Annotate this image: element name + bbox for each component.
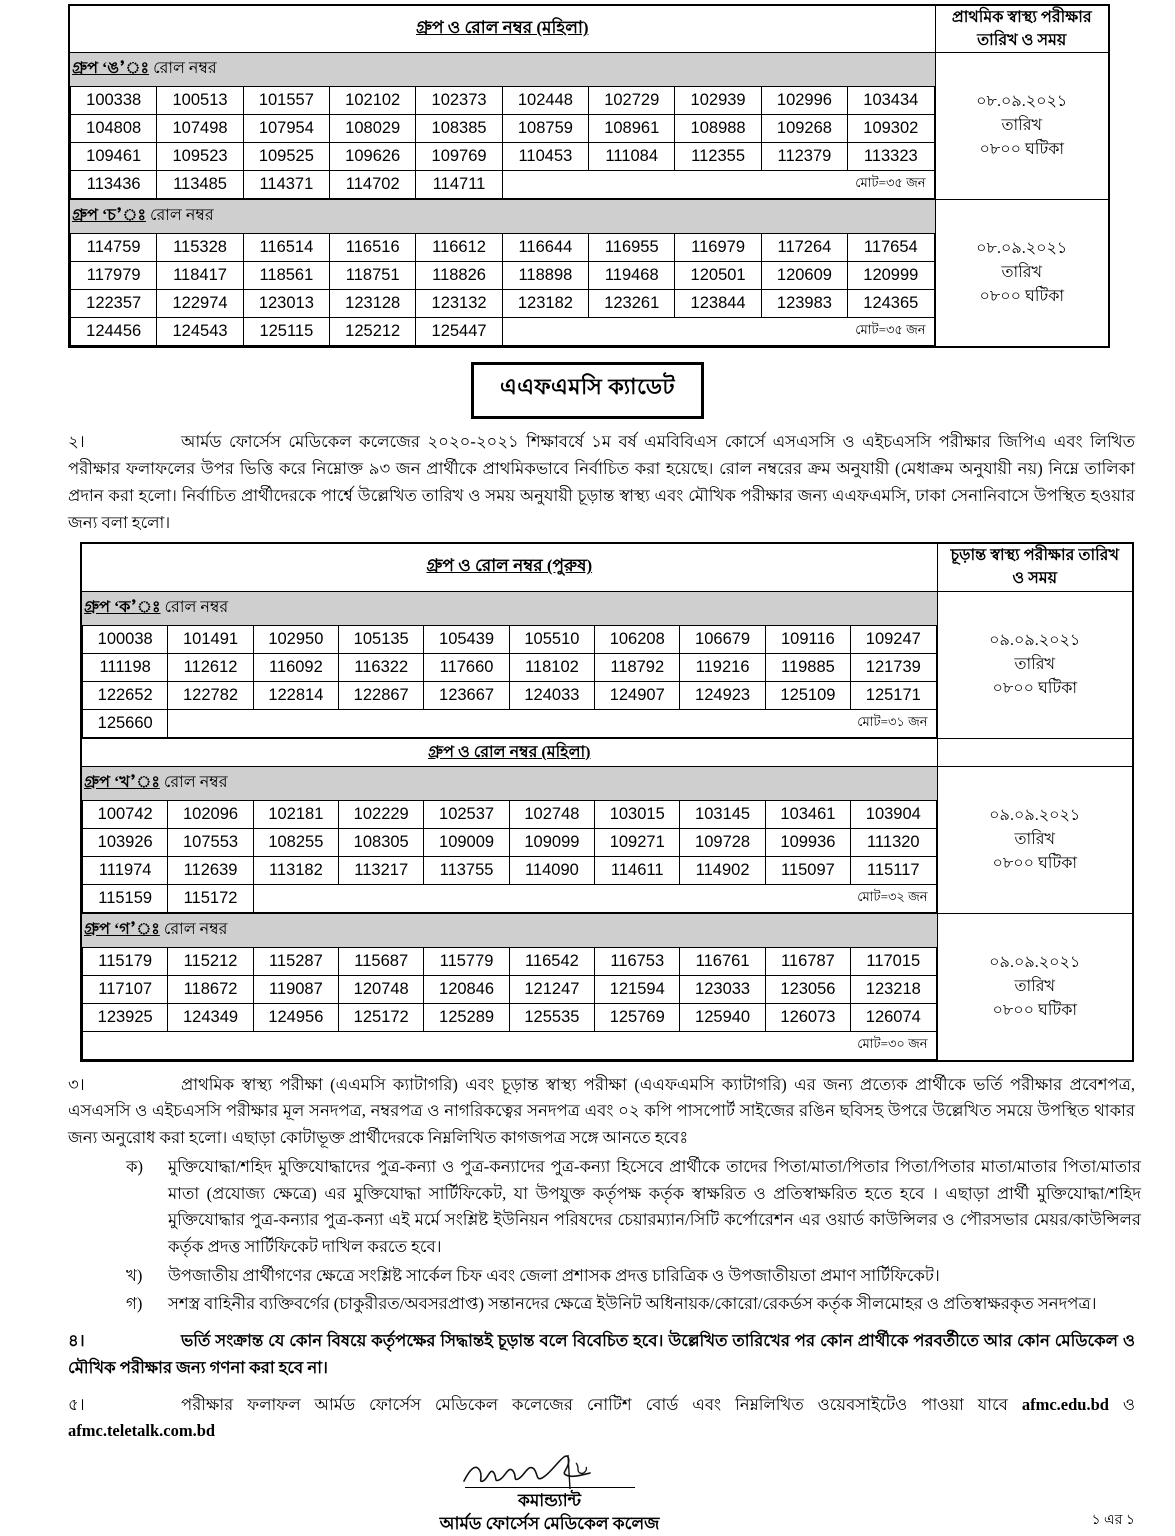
roll-cell: 114371 xyxy=(243,171,329,199)
roll-cell: 118826 xyxy=(416,262,502,290)
roll-cell: 116955 xyxy=(589,234,675,262)
table1-wrapper xyxy=(0,0,1175,348)
roll-cell: 100038 xyxy=(83,625,168,653)
roll-cell: 108029 xyxy=(330,115,416,143)
table-row xyxy=(83,856,937,884)
roll-cell: 116322 xyxy=(339,653,424,681)
roll-cell: 115687 xyxy=(339,947,424,975)
exam-date: ০৯.০৯.২০২১ xyxy=(989,953,1081,971)
roll-cell: 124349 xyxy=(168,1003,253,1031)
table-row xyxy=(83,884,937,912)
roll-cell: 109302 xyxy=(848,115,934,143)
roll-cell: 124543 xyxy=(157,318,243,346)
exam-date-label: তারিখ xyxy=(1001,117,1043,135)
item-text: মুক্তিযোদ্ধা/শহিদ মুক্তিযোদ্ধাদের পুত্র-কন্যা ও পুত্র-কন্যাদের পুত্র-কন্যা হিসেবে প্রার্থীকে তাদের পিতা/মাতা/পিতার পিতা/পিতার মাতা/মাতার পিতা/মাতার মাতা (প্রযোজ্য ক্ষেত্রে) এর মুক্তিযোদ্ধা সার্টিফিকেট, যা উপযুক্ত কর্তৃপক্ষ কর্তৃক স্বাক্ষরিত ও প্রতিস্বাক্ষরিত হতে হবে । এছাড়া প্রার্থী মুক্তিযোদ্ধা/শহিদ মুক্তিযোদ্ধার পুত্র-কন্যার পুত্র-কন্যা এই মর্মে সংশ্লিষ্ট ইউনিয়ন পরিষদের চেয়ারম্যান/সিটি কর্পোরেশন এর ওয়ার্ড কাউন্সিলর ও পৌরসভার মেয়র/কাউন্সিলর কর্তৃক প্রদত্ত সার্টিফিকেট দাখিল করতে হবে। xyxy=(168,1156,1141,1256)
roll-cell: 102229 xyxy=(339,800,424,828)
roll-cell: 109525 xyxy=(243,143,329,171)
roll-cell: 122782 xyxy=(168,681,253,709)
group-label-ka xyxy=(84,594,937,621)
roll-cell: 109247 xyxy=(851,625,936,653)
paragraph-3-item-ga xyxy=(68,1291,1141,1318)
group-total-cha: মোট=৩৫ জন xyxy=(502,318,934,346)
roll-cell: 122974 xyxy=(157,290,243,318)
group-label-nga xyxy=(72,55,935,82)
roll-cell: 123033 xyxy=(680,975,765,1003)
roll-cell: 104808 xyxy=(71,115,157,143)
roll-cell: 107498 xyxy=(157,115,243,143)
roll-cell: 118792 xyxy=(595,653,680,681)
roll-cell: 119087 xyxy=(253,975,338,1003)
roll-cell: 109769 xyxy=(416,143,502,171)
table1-group-row xyxy=(69,200,1109,348)
roll-cell: 113182 xyxy=(253,856,338,884)
roll-cell: 107954 xyxy=(243,115,329,143)
paragraph-3-item-kha xyxy=(68,1263,1141,1290)
conjunction: ও xyxy=(1122,1394,1135,1414)
table2-date-cell-kha xyxy=(937,766,1133,913)
group-total-ka: মোট=৩১ জন xyxy=(168,709,936,737)
roll-cell: 111974 xyxy=(83,856,168,884)
roll-cell: 107553 xyxy=(168,828,253,856)
table2-group-row xyxy=(81,591,1133,738)
roll-cell: 125172 xyxy=(339,1003,424,1031)
roll-cell: 108385 xyxy=(416,115,502,143)
paragraph-3-text: প্রাথমিক স্বাস্থ্য পরীক্ষা (এএমসি ক্যাটাগরি) এবং চূড়ান্ত স্বাস্থ্য পরীক্ষা (এএফএমসি ক্যাটাগরি) এর জন্য প্রত্যেক প্রার্থীকে ভর্তি পরীক্ষার প্রবেশপত্র, এসএসসি ও এইচএসসি পরীক্ষার মূল সনদপত্র, নম্বরপত্র ও নাগরিকত্বের সনদপত্র এবং ০২ কপি পাসপোর্ট সাইজের রঙিন ছবিসহ উপরে উল্লেখিত সময়ে উপস্থিত থাকার জন্য অনুরোধ করা হলো। এছাড়া কোটাভূক্ত প্রার্থীদেরকে নিম্নলিখিত কাগজপত্র সঙ্গে আনতে হবেঃ xyxy=(68,1074,1135,1148)
group-label-prefix: গ্রুপ ‘গ’ঃ xyxy=(84,920,160,938)
table2-date-header-line2: ও সময় xyxy=(1012,570,1058,588)
roll-cell: 125660 xyxy=(83,709,168,737)
roll-cell: 108759 xyxy=(502,115,588,143)
roll-cell: 102181 xyxy=(253,800,338,828)
roll-cell: 115179 xyxy=(83,947,168,975)
roll-cell: 125447 xyxy=(416,318,502,346)
table-row xyxy=(71,115,935,143)
roll-cell: 123013 xyxy=(243,290,329,318)
table2-female-subheader xyxy=(81,738,937,766)
roll-cell: 109271 xyxy=(595,828,680,856)
paragraph-4-text: ভর্তি সংক্রান্ত যে কোন বিষয়ে কর্তৃপক্ষের সিদ্ধান্তই চূড়ান্ত বলে বিবেচিত হবে। উল্লেখিত তারিখের পর কোন প্রার্থীকে পরবর্তীতে আর কোন মেডিকেল ও মৌখিক পরীক্ষার জন্য গণনা করা হবে না। xyxy=(68,1331,1135,1377)
roll-cell: 120501 xyxy=(675,262,761,290)
table-row xyxy=(71,87,935,115)
roll-cell: 114090 xyxy=(509,856,594,884)
roll-cell: 109626 xyxy=(330,143,416,171)
roll-cell: 111198 xyxy=(83,653,168,681)
paragraph-5-number: ৫। xyxy=(68,1394,85,1414)
table-row xyxy=(71,234,935,262)
roll-cell: 103926 xyxy=(83,828,168,856)
roll-cell: 109268 xyxy=(761,115,847,143)
table1-date-header-line2: তারিখ ও সময় xyxy=(977,32,1067,50)
roll-cell: 102939 xyxy=(675,87,761,115)
table2-group-row xyxy=(81,913,1133,1061)
roll-cell: 112379 xyxy=(761,143,847,171)
exam-time: ০৮০০ ঘটিকা xyxy=(992,854,1078,872)
table-row xyxy=(83,653,937,681)
group-label-prefix: গ্রুপ ‘ক’ঃ xyxy=(84,598,161,616)
group-block-ga xyxy=(81,913,937,1061)
roll-cell: 118751 xyxy=(330,262,416,290)
roll-cell: 117660 xyxy=(424,653,509,681)
roll-cell: 124956 xyxy=(253,1003,338,1031)
table2-subheader-row xyxy=(81,738,1133,766)
roll-cell: 116644 xyxy=(502,234,588,262)
roll-cell: 105135 xyxy=(339,625,424,653)
roll-cell: 113217 xyxy=(339,856,424,884)
roll-cell: 102373 xyxy=(416,87,502,115)
group-label-prefix: গ্রুপ ‘চ’ঃ xyxy=(72,207,146,225)
roll-cell: 125289 xyxy=(424,1003,509,1031)
group-block-ka xyxy=(81,591,937,738)
roll-cell: 123667 xyxy=(424,681,509,709)
paragraph-2-text: আর্মড ফোর্সেস মেডিকেল কলেজের ২০২০-২০২১ শিক্ষাবর্ষে ১ম বর্ষ এমবিবিএস কোর্সে এসএসসি ও এইচএসসি পরীক্ষার জিপিএ এবং লিখিত পরীক্ষার ফলাফলের উপর ভিত্তি করে নিম্নোক্ত ৯৩ জন প্রার্থীকে প্রাথমিকভাবে নির্বাচিত করা হয়েছে। রোল নম্বরের ক্রম অনুযায়ী (মেধাক্রম অনুযায়ী নয়) নিম্নে তালিকা প্রদান করা হলো। নির্বাচিত প্রার্থীদেরকে পার্শ্বে উল্লেখিত তারিখ ও সময় অনুযায়ী চূড়ান্ত স্বাস্থ্য এবং মৌখিক পরীক্ষার জন্য এএফএমসি, ঢাকা সেনানিবাসে উপস্থিত হওয়ার জন্য বলা হলো। xyxy=(68,432,1135,532)
roll-cell: 111084 xyxy=(589,143,675,171)
exam-date-label: তারিখ xyxy=(1014,655,1056,673)
table2-main-header-text: গ্রুপ ও রোল নম্বর (পুরুষ) xyxy=(426,556,593,576)
roll-cell: 122814 xyxy=(253,681,338,709)
roll-cell: 103145 xyxy=(680,800,765,828)
roll-cell: 101491 xyxy=(168,625,253,653)
table-row xyxy=(83,975,937,1003)
website-link-afmc-edu[interactable]: afmc.edu.bd xyxy=(1021,1394,1109,1414)
paragraph-3 xyxy=(68,1072,1141,1152)
roll-cell: 103434 xyxy=(848,87,934,115)
roll-cell: 123844 xyxy=(675,290,761,318)
group-label-suffix: রোল নম্বর xyxy=(164,598,229,616)
group-block-kha xyxy=(81,766,937,913)
group-total-nga: মোট=৩৫ জন xyxy=(502,171,934,199)
table-row xyxy=(83,709,937,737)
roll-cell: 123925 xyxy=(83,1003,168,1031)
roll-cell: 109936 xyxy=(765,828,850,856)
table-row xyxy=(71,171,935,199)
roll-cell: 103461 xyxy=(765,800,850,828)
roll-cell: 101557 xyxy=(243,87,329,115)
exam-date-label: তারিখ xyxy=(1014,830,1056,848)
roll-cell: 120748 xyxy=(339,975,424,1003)
roll-cell: 121739 xyxy=(851,653,936,681)
roll-cell: 109116 xyxy=(765,625,850,653)
roll-cell: 126074 xyxy=(851,1003,936,1031)
paragraph-4-number: ৪। xyxy=(68,1331,85,1351)
exam-date: ০৯.০৯.২০২১ xyxy=(989,631,1081,649)
roll-cell: 115117 xyxy=(851,856,936,884)
exam-time: ০৮০০ ঘটিকা xyxy=(979,288,1065,306)
table1-date-header-line1: প্রাথমিক স্বাস্থ্য পরীক্ষার xyxy=(951,9,1092,26)
roll-cell: 116092 xyxy=(253,653,338,681)
roll-grid-ga xyxy=(82,947,937,1060)
primary-medical-table xyxy=(68,4,1110,348)
roll-cell: 122357 xyxy=(71,290,157,318)
exam-date: ০৯.০৯.২০২১ xyxy=(989,806,1081,824)
roll-cell: 116542 xyxy=(509,947,594,975)
roll-cell: 122867 xyxy=(339,681,424,709)
paragraph-4 xyxy=(68,1328,1141,1381)
afmc-cadet-banner-wrapper xyxy=(0,362,1175,419)
roll-cell: 117107 xyxy=(83,975,168,1003)
roll-cell: 115097 xyxy=(765,856,850,884)
roll-cell: 113323 xyxy=(848,143,934,171)
table-row xyxy=(71,318,935,346)
roll-cell: 113436 xyxy=(71,171,157,199)
roll-cell: 117264 xyxy=(761,234,847,262)
roll-cell: 124365 xyxy=(848,290,934,318)
group-total-kha: মোট=৩২ জন xyxy=(253,884,936,912)
document-body xyxy=(0,429,1175,536)
roll-cell: 102996 xyxy=(761,87,847,115)
roll-cell: 102448 xyxy=(502,87,588,115)
roll-cell: 125171 xyxy=(851,681,936,709)
roll-cell: 119885 xyxy=(765,653,850,681)
roll-cell: 102729 xyxy=(589,87,675,115)
roll-cell: 116979 xyxy=(675,234,761,262)
roll-cell: 114711 xyxy=(416,171,502,199)
roll-grid-ka xyxy=(82,625,937,738)
afmc-cadet-banner: এএফএমসি ক্যাডেট xyxy=(471,362,704,419)
table-row xyxy=(83,625,937,653)
roll-cell: 115212 xyxy=(168,947,253,975)
roll-cell: 123218 xyxy=(851,975,936,1003)
roll-cell: 123182 xyxy=(502,290,588,318)
roll-cell: 109099 xyxy=(509,828,594,856)
table1-main-header-text: গ্রুপ ও রোল নম্বর (মহিলা) xyxy=(415,18,589,38)
table2-date-header xyxy=(937,543,1133,591)
exam-date-label: তারিখ xyxy=(1001,264,1043,282)
table1-group-row xyxy=(69,53,1109,200)
table-row xyxy=(71,262,935,290)
roll-cell: 124456 xyxy=(71,318,157,346)
roll-cell: 116612 xyxy=(416,234,502,262)
exam-date: ০৮.০৯.২০২১ xyxy=(976,93,1068,111)
roll-cell: 114611 xyxy=(595,856,680,884)
roll-cell: 125115 xyxy=(243,318,329,346)
roll-cell: 121247 xyxy=(509,975,594,1003)
roll-cell: 116516 xyxy=(330,234,416,262)
table-row xyxy=(83,800,937,828)
roll-cell: 118561 xyxy=(243,262,329,290)
group-label-prefix: গ্রুপ ‘ঙ’ঃ xyxy=(72,60,150,78)
item-text: সশস্ত্র বাহিনীর ব্যক্তিবর্গের (চাকুরীরত/অবসরপ্রাপ্ত) সন্তানদের ক্ষেত্রে ইউনিট অধিনায়ক/কোরো/রেকর্ডস কর্তৃক সীলমোহর ও প্রতিস্বাক্ষরকৃত সনদপত্র। xyxy=(168,1294,1097,1314)
roll-cell: 125535 xyxy=(509,1003,594,1031)
roll-cell: 106208 xyxy=(595,625,680,653)
table2-female-subheader-text: গ্রুপ ও রোল নম্বর (মহিলা) xyxy=(428,743,591,761)
roll-cell: 116753 xyxy=(595,947,680,975)
group-total-ga: মোট=৩০ জন xyxy=(83,1031,937,1059)
roll-cell: 102096 xyxy=(168,800,253,828)
roll-cell: 116787 xyxy=(765,947,850,975)
roll-cell: 114702 xyxy=(330,171,416,199)
roll-cell: 108255 xyxy=(253,828,338,856)
table2-group-row xyxy=(81,766,1133,913)
table2-date-cell-ka xyxy=(937,591,1133,738)
roll-cell: 117979 xyxy=(71,262,157,290)
roll-cell: 123056 xyxy=(765,975,850,1003)
item-label: খ) xyxy=(126,1265,143,1285)
table1-date-header xyxy=(935,5,1109,53)
roll-cell: 103015 xyxy=(595,800,680,828)
roll-cell: 106679 xyxy=(680,625,765,653)
paragraph-2-number: ২। xyxy=(68,432,85,452)
roll-cell: 116761 xyxy=(680,947,765,975)
roll-cell: 109461 xyxy=(71,143,157,171)
exam-date: ০৮.০৯.২০২১ xyxy=(976,240,1068,258)
paragraph-2 xyxy=(68,429,1141,536)
group-block-cha xyxy=(69,200,935,348)
paragraph-3-number: ৩। xyxy=(68,1074,85,1094)
paragraph-5 xyxy=(68,1392,1141,1445)
signatory-organization: আর্মড ফোর্সেস মেডিকেল কলেজ xyxy=(439,1513,660,1533)
group-label-ga xyxy=(84,916,937,943)
roll-cell: 117015 xyxy=(851,947,936,975)
signature-line xyxy=(465,1487,635,1488)
roll-cell: 111320 xyxy=(851,828,936,856)
roll-cell: 115159 xyxy=(83,884,168,912)
roll-cell: 125940 xyxy=(680,1003,765,1031)
roll-cell: 113755 xyxy=(424,856,509,884)
roll-cell: 108961 xyxy=(589,115,675,143)
group-label-prefix: গ্রুপ ‘খ’ঃ xyxy=(84,773,160,791)
roll-cell: 118672 xyxy=(168,975,253,1003)
table-row xyxy=(83,947,937,975)
exam-time: ০৮০০ ঘটিকা xyxy=(992,1001,1078,1019)
table2-subheader-date-spacer xyxy=(937,738,1133,766)
table1-main-header xyxy=(69,5,935,53)
roll-cell: 124907 xyxy=(595,681,680,709)
roll-cell: 112355 xyxy=(675,143,761,171)
roll-cell: 120846 xyxy=(424,975,509,1003)
roll-cell: 126073 xyxy=(765,1003,850,1031)
roll-grid-kha xyxy=(82,800,937,913)
roll-cell: 119216 xyxy=(680,653,765,681)
group-block-nga xyxy=(69,53,935,200)
roll-cell: 114759 xyxy=(71,234,157,262)
table-row xyxy=(71,290,935,318)
signatory-title: কমান্ড্যান্ট xyxy=(517,1490,582,1510)
roll-cell: 125769 xyxy=(595,1003,680,1031)
roll-cell: 115328 xyxy=(157,234,243,262)
roll-cell: 103904 xyxy=(851,800,936,828)
roll-cell: 119468 xyxy=(589,262,675,290)
roll-grid-nga xyxy=(70,86,935,199)
roll-cell: 123261 xyxy=(589,290,675,318)
roll-cell: 109523 xyxy=(157,143,243,171)
roll-cell: 115779 xyxy=(424,947,509,975)
roll-cell: 105439 xyxy=(424,625,509,653)
roll-cell: 124033 xyxy=(509,681,594,709)
roll-cell: 100338 xyxy=(71,87,157,115)
final-medical-table xyxy=(80,542,1134,1061)
roll-cell: 123128 xyxy=(330,290,416,318)
item-text: উপজাতীয় প্রার্থীগণের ক্ষেত্রে সংশ্লিষ্ট সার্কেল চিফ এবং জেলা প্রশাসক প্রদত্ত চারিত্রিক ও উপজাতীয়তা প্রমাণ সার্টিফিকেট। xyxy=(168,1265,940,1285)
roll-cell: 122652 xyxy=(83,681,168,709)
roll-cell: 105510 xyxy=(509,625,594,653)
roll-cell: 118417 xyxy=(157,262,243,290)
roll-cell: 112612 xyxy=(168,653,253,681)
roll-cell: 117654 xyxy=(848,234,934,262)
item-label: গ) xyxy=(126,1294,143,1314)
item-label: ক) xyxy=(126,1156,144,1176)
roll-cell: 114902 xyxy=(680,856,765,884)
table-row xyxy=(83,1031,937,1059)
exam-time: ০৮০০ ঘটিকা xyxy=(979,141,1065,159)
roll-cell: 102950 xyxy=(253,625,338,653)
roll-cell: 110453 xyxy=(502,143,588,171)
roll-cell: 112639 xyxy=(168,856,253,884)
table-row xyxy=(71,143,935,171)
roll-cell: 116514 xyxy=(243,234,329,262)
roll-cell: 121594 xyxy=(595,975,680,1003)
signature-block xyxy=(68,1451,1141,1536)
roll-cell: 100513 xyxy=(157,87,243,115)
group-label-kha xyxy=(84,769,937,796)
roll-cell: 120999 xyxy=(848,262,934,290)
roll-cell: 123983 xyxy=(761,290,847,318)
roll-cell: 109728 xyxy=(680,828,765,856)
group-label-suffix: রোল নম্বর xyxy=(163,920,228,938)
table1-date-cell-cha xyxy=(935,200,1109,348)
group-label-suffix: রোল নম্বর xyxy=(163,773,228,791)
paragraph-3-item-ka xyxy=(68,1154,1141,1261)
roll-cell: 102102 xyxy=(330,87,416,115)
page-number-footer: ১ এর ১ xyxy=(1091,1513,1135,1528)
roll-cell: 124923 xyxy=(680,681,765,709)
group-label-suffix: রোল নম্বর xyxy=(153,60,217,78)
roll-grid-cha xyxy=(70,233,935,346)
roll-cell: 108305 xyxy=(339,828,424,856)
roll-cell: 125212 xyxy=(330,318,416,346)
table2-date-cell-ga xyxy=(937,913,1133,1061)
roll-cell: 108988 xyxy=(675,115,761,143)
exam-date-label: তারিখ xyxy=(1014,977,1056,995)
table2-header-row xyxy=(81,543,1133,591)
exam-time: ০৮০০ ঘটিকা xyxy=(992,679,1078,697)
table-row xyxy=(83,1003,937,1031)
roll-cell: 125109 xyxy=(765,681,850,709)
document-body-lower xyxy=(0,1072,1175,1536)
table-row xyxy=(83,681,937,709)
table-row xyxy=(83,828,937,856)
roll-cell: 115287 xyxy=(253,947,338,975)
roll-cell: 118102 xyxy=(509,653,594,681)
roll-cell: 109009 xyxy=(424,828,509,856)
roll-cell: 118898 xyxy=(502,262,588,290)
table1-header-row xyxy=(69,5,1109,53)
group-label-cha xyxy=(72,202,935,229)
roll-cell: 115172 xyxy=(168,884,253,912)
roll-cell: 100742 xyxy=(83,800,168,828)
table2-wrapper xyxy=(0,536,1175,1061)
table2-main-header xyxy=(81,543,937,591)
roll-cell: 113485 xyxy=(157,171,243,199)
website-link-afmc-teletalk[interactable]: afmc.teletalk.com.bd xyxy=(68,1421,216,1441)
roll-cell: 120609 xyxy=(761,262,847,290)
roll-cell: 123132 xyxy=(416,290,502,318)
group-label-suffix: রোল নম্বর xyxy=(149,207,214,225)
table2-date-header-line1: চূড়ান্ত স্বাস্থ্য পরীক্ষার তারিখ xyxy=(950,547,1119,565)
table1-date-cell-nga xyxy=(935,53,1109,200)
roll-cell: 102537 xyxy=(424,800,509,828)
paragraph-5-text: পরীক্ষার ফলাফল আর্মড ফোর্সেস মেডিকেল কলেজের নোটিশ বোর্ড এবং নিম্নলিখিত ওয়েবসাইটেও পাওয়া যাবে xyxy=(181,1394,1008,1414)
roll-cell: 102748 xyxy=(509,800,594,828)
